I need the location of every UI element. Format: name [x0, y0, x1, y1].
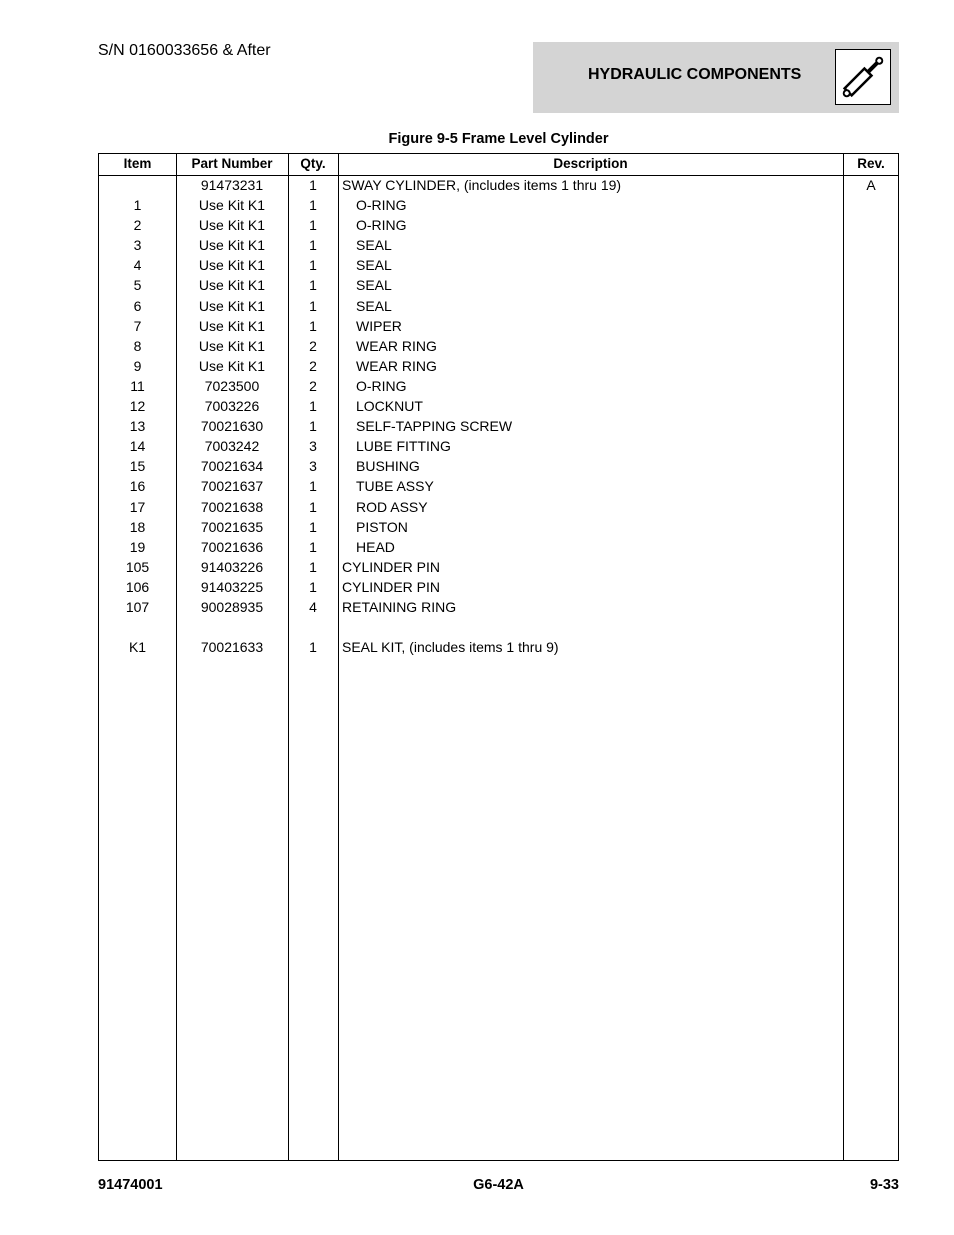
footer-page-number: 9-33 [869, 1177, 899, 1193]
table-row [99, 396, 898, 416]
row-part-number: Use Kit K1 [198, 297, 266, 314]
row-qty: 1 [309, 418, 317, 435]
row-item: 105 [125, 558, 150, 575]
table-row [99, 356, 898, 376]
row-item: 1 [133, 197, 142, 214]
row-description: TUBE ASSY [356, 478, 434, 495]
row-part-number: Use Kit K1 [198, 217, 266, 234]
row-part-number: 91403226 [200, 558, 264, 575]
row-qty: 1 [309, 558, 317, 575]
row-qty: 1 [309, 578, 317, 595]
row-part-number: 70021630 [200, 418, 264, 435]
table-row [99, 557, 898, 577]
row-description: CYLINDER PIN [342, 578, 441, 595]
table-row [99, 577, 898, 597]
row-part-number: 91473231 [200, 177, 264, 193]
column-header-item: Item [123, 156, 152, 171]
row-item: 4 [133, 257, 142, 274]
row-description: O-RING [356, 197, 407, 214]
table-row [99, 316, 898, 336]
row-part-number: 7003242 [204, 438, 260, 455]
row-qty: 1 [309, 538, 317, 555]
row-item: 8 [133, 337, 142, 354]
row-part-number: 70021634 [200, 458, 264, 475]
row-description: WIPER [356, 317, 402, 334]
row-part-number: 70021637 [200, 478, 264, 495]
row-description: HEAD [356, 538, 395, 555]
row-part-number: Use Kit K1 [198, 357, 266, 374]
parts-table [98, 153, 899, 1161]
row-qty: 1 [309, 297, 317, 314]
table-row [99, 416, 898, 436]
row-qty: 2 [309, 357, 317, 374]
serial-number-range: S/N 0160033656 & After [98, 42, 271, 59]
figure-title: Figure 9-5 Frame Level Cylinder [388, 131, 609, 147]
row-item: 18 [129, 518, 146, 535]
table-row [99, 436, 898, 456]
row-part-number: Use Kit K1 [198, 197, 266, 214]
row-qty: 4 [309, 598, 317, 615]
column-header-qty: Qty. [300, 156, 326, 171]
row-description: WEAR RING [356, 357, 437, 374]
row-part-number: Use Kit K1 [198, 237, 266, 254]
row-item: 9 [133, 357, 142, 374]
row-qty: 1 [309, 478, 317, 495]
row-qty: 3 [309, 458, 317, 475]
row-description: O-RING [356, 217, 407, 234]
row-rev: A [866, 177, 876, 193]
row-item: 11 [130, 377, 145, 394]
row-qty: 2 [309, 377, 317, 394]
table-row [99, 537, 898, 557]
table-row [99, 376, 898, 396]
row-item: 12 [129, 398, 146, 415]
row-qty: 2 [309, 337, 317, 354]
row-part-number: Use Kit K1 [198, 317, 266, 334]
section-title: HYDRAULIC COMPONENTS [588, 66, 802, 83]
table-row [99, 195, 898, 215]
row-description: SEAL [356, 257, 392, 274]
row-item: 6 [133, 297, 142, 314]
row-qty: 1 [309, 639, 317, 656]
row-part-number: 7003226 [204, 398, 260, 415]
table-row [99, 517, 898, 537]
table-row [99, 296, 898, 316]
row-part-number: 70021638 [200, 498, 264, 515]
table-row [99, 617, 898, 657]
row-description: CYLINDER PIN [342, 558, 441, 575]
section-header [533, 42, 899, 113]
footer-part-number: 91474001 [98, 1177, 163, 1193]
row-part-number: 70021635 [200, 518, 264, 535]
row-description: SEAL [356, 237, 392, 254]
row-item: 2 [133, 217, 142, 234]
row-part-number: Use Kit K1 [198, 257, 266, 274]
table-row [99, 215, 898, 235]
table-row [99, 275, 898, 295]
row-description: SEAL [356, 297, 392, 314]
row-qty: 1 [309, 317, 317, 334]
table-row [99, 175, 898, 195]
row-item: 15 [129, 458, 146, 475]
table-row [99, 476, 898, 496]
row-item: 13 [129, 418, 146, 435]
row-part-number: Use Kit K1 [198, 337, 266, 354]
row-description: RETAINING RING [342, 598, 457, 615]
row-qty: 1 [309, 217, 317, 234]
row-qty: 1 [309, 197, 317, 214]
table-row [99, 456, 898, 476]
footer-model: G6-42A [473, 1177, 524, 1193]
column-header-part-number: Part Number [191, 156, 273, 171]
row-item: 106 [125, 578, 150, 595]
row-description: BUSHING [356, 458, 420, 475]
table-row [99, 336, 898, 356]
row-description: O-RING [356, 377, 407, 394]
row-description: LUBE FITTING [356, 438, 451, 455]
row-item: 107 [125, 598, 150, 615]
row-part-number: Use Kit K1 [198, 277, 266, 294]
row-description: PISTON [356, 518, 408, 535]
row-part-number: 7023500 [204, 377, 260, 394]
row-description: LOCKNUT [356, 398, 423, 415]
row-item: 5 [133, 277, 142, 294]
hydraulic-cylinder-icon [835, 49, 891, 105]
row-item: 14 [129, 438, 146, 455]
row-description: SEAL KIT, (includes items 1 thru 9) [342, 639, 559, 656]
row-item: 16 [129, 478, 146, 495]
column-header-rev: Rev. [857, 156, 885, 171]
row-qty: 1 [309, 498, 317, 515]
row-description: SWAY CYLINDER, (includes items 1 thru 19) [342, 177, 622, 193]
table-row [99, 597, 898, 617]
row-part-number: 91403225 [200, 578, 264, 595]
row-item: 3 [133, 237, 142, 254]
table-row [99, 497, 898, 517]
row-item: 17 [129, 498, 146, 515]
table-body [99, 175, 898, 657]
row-qty: 1 [309, 277, 317, 294]
row-qty: 1 [309, 518, 317, 535]
row-item: 19 [129, 538, 146, 555]
row-qty: 1 [309, 257, 317, 274]
row-qty: 1 [309, 398, 317, 415]
row-item: 7 [133, 317, 142, 334]
row-part-number: 90028935 [200, 598, 264, 615]
row-item: K1 [128, 639, 147, 656]
row-part-number: 70021636 [200, 538, 264, 555]
row-qty: 3 [309, 438, 317, 455]
table-row [99, 235, 898, 255]
row-description: WEAR RING [356, 337, 437, 354]
row-description: SEAL [356, 277, 392, 294]
row-part-number: 70021633 [200, 639, 264, 656]
row-description: ROD ASSY [356, 498, 428, 515]
row-qty: 1 [309, 237, 317, 254]
row-description: SELF-TAPPING SCREW [356, 418, 513, 435]
row-qty: 1 [309, 177, 317, 193]
table-row [99, 255, 898, 275]
column-header-description: Description [553, 156, 628, 171]
